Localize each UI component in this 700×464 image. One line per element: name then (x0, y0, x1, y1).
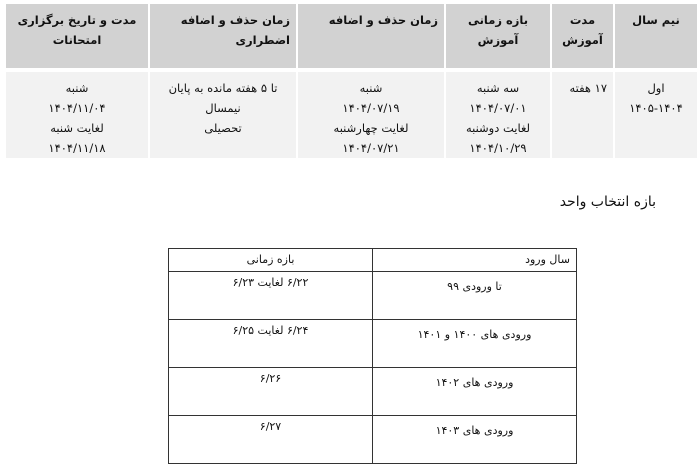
exams-end-day: لغایت شنبه (50, 121, 104, 135)
header-emergency-add-drop: زمان حذف و اضافه اضطراری (149, 4, 297, 70)
header-duration: مدت آموزش (551, 4, 614, 70)
emergency-line-2: تحصیلی (204, 121, 242, 135)
table-row (169, 320, 577, 368)
cell-period (445, 70, 551, 158)
emergency-line-1: تا ۵ هفته مانده به پایان نیمسال (168, 81, 278, 115)
cell-add-drop (297, 70, 445, 158)
course-selection-table (168, 248, 577, 464)
header-period: بازه زمانی آموزش (445, 4, 551, 70)
cell-exams (5, 70, 149, 158)
add-drop-end-date: ۱۴۰۴/۰۷/۲۱ (342, 141, 400, 155)
table-row (169, 416, 577, 464)
section-title: بازه انتخاب واحد (559, 194, 656, 210)
period-start-day: سه شنبه (476, 81, 520, 95)
header-time-range: بازه زمانی (169, 249, 373, 272)
entry-year-cell: ورودی های ۱۴۰۲ (373, 368, 577, 416)
add-drop-end-day: لغایت چهارشنبه (333, 121, 409, 135)
header-add-drop: زمان حذف و اضافه (297, 4, 445, 70)
period-start-date: ۱۴۰۴/۰۷/۰۱ (469, 101, 527, 115)
time-range-cell: ۶/۲۴ لغایت ۶/۲۵ (169, 320, 373, 368)
cell-emergency-add-drop (149, 70, 297, 158)
entry-year-cell: تا ورودی ۹۹ (373, 272, 577, 320)
header-entry-year: سال ورود (373, 249, 577, 272)
duration-value: ۱۷ هفته (569, 81, 607, 95)
table-row (169, 368, 577, 416)
exams-start-date: ۱۴۰۴/۱۱/۰۴ (48, 101, 106, 115)
exams-end-date: ۱۴۰۴/۱۱/۱۸ (48, 141, 106, 155)
time-range-cell: ۶/۲۲ لغایت ۶/۲۳ (169, 272, 373, 320)
add-drop-start-day: شنبه (359, 81, 383, 95)
exams-start-day: شنبه (65, 81, 89, 95)
academic-calendar-table (4, 4, 697, 158)
add-drop-start-date: ۱۴۰۴/۰۷/۱۹ (342, 101, 400, 115)
table-row (169, 272, 577, 320)
calendar-data-row (5, 70, 697, 158)
header-exams: مدت و تاریخ برگزاری امتحانات (5, 4, 149, 70)
calendar-header-row (5, 4, 697, 70)
cell-duration (551, 70, 614, 158)
period-end-date: ۱۴۰۴/۱۰/۲۹ (469, 141, 527, 155)
time-range-cell: ۶/۲۶ (169, 368, 373, 416)
selection-header-row (169, 249, 577, 272)
entry-year-cell: ورودی های ۱۴۰۰ و ۱۴۰۱ (373, 320, 577, 368)
period-end-day: لغایت دوشنبه (465, 121, 531, 135)
semester-years: ۱۴۰۵-۱۴۰۴ (629, 101, 683, 115)
time-range-cell: ۶/۲۷ (169, 416, 373, 464)
entry-year-cell: ورودی های ۱۴۰۳ (373, 416, 577, 464)
header-semester: نیم سال (614, 4, 697, 70)
semester-name: اول (647, 81, 665, 95)
cell-semester (614, 70, 697, 158)
